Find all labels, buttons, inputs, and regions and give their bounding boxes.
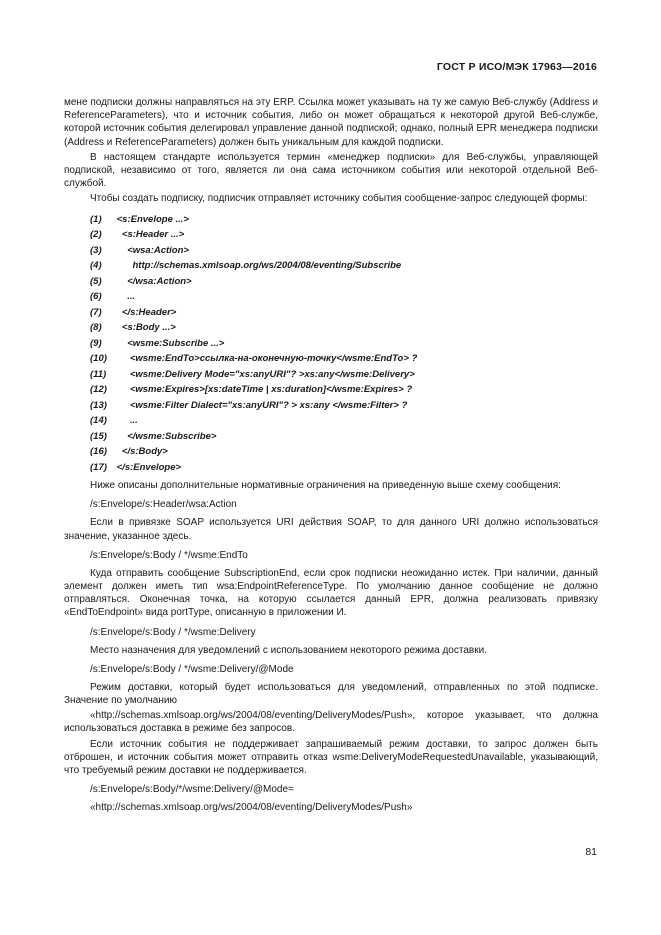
- paragraph: В настоящем стандарте используется термин «менеджер подписки» для Веб-службы, управляющей подпиской, независимо от того, является ли она сама источником события или некоторой отдельной Веб-службой.: [64, 151, 598, 190]
- code-line: [90, 212, 598, 228]
- code-line-number: (2): [90, 229, 102, 241]
- body-text: [64, 96, 598, 814]
- code-line-number: (13): [90, 399, 107, 411]
- code-line: [90, 320, 598, 336]
- page-number: 81: [585, 846, 597, 858]
- code-line-text: <wsa:Action>: [114, 244, 189, 256]
- code-line-text: </s:Envelope>: [114, 461, 182, 473]
- code-line: [90, 382, 598, 398]
- code-line-number: (14): [90, 415, 107, 427]
- paragraph: мене подписки должны направляться на эту ERP. Ссылка может указывать на ту же самую Веб-службу (Address и ReferenceParameters), что и источник события, либо он может обращаться к некоторой другой Веб-службе, которой источник события делегировал управление данной подпиской; однако, полный EPR менеджера подписки (Address и ReferenceParameters) должен быть уникальным для каждой подписки.: [64, 97, 598, 148]
- code-line: [90, 274, 598, 290]
- code-line-text: <wsme:Filter Dialect="xs:anyURI"? > xs:any </wsme:Filter> ?: [114, 399, 408, 411]
- xpath-mode-eq: /s:Envelope/s:Body/*/wsme:Delivery/@Mode=: [90, 784, 294, 796]
- code-line: [90, 367, 598, 383]
- code-line-number: (16): [90, 446, 107, 458]
- code-listing: [64, 212, 598, 476]
- code-line-text: <s:Envelope ...>: [114, 213, 189, 225]
- code-line-text: <wsme:EndTo>ссылка-на-оконечную-точку</wsme:EndTo> ?: [114, 353, 418, 365]
- code-line: [90, 413, 598, 429]
- paragraph: Если в привязке SOAP используется URI действия SOAP, то для данного URI должно использоваться значение, указанное здесь.: [64, 517, 598, 542]
- code-line-number: (17): [90, 461, 107, 473]
- code-line-text: <wsme:Expires>[xs:dateTime | xs:duration]</wsme:Expires> ?: [114, 384, 413, 396]
- code-line-number: (3): [90, 244, 102, 256]
- code-line-text: ...: [114, 291, 136, 303]
- code-line: [90, 460, 598, 476]
- code-line-number: (10): [90, 353, 107, 365]
- code-line: [90, 258, 598, 274]
- code-line-number: (8): [90, 322, 102, 334]
- code-line-number: (15): [90, 430, 107, 442]
- paragraph: Ниже описаны дополнительные нормативные ограничения на приведенную выше схему сообщения:: [90, 480, 561, 492]
- code-line-text: </wsme:Subscribe>: [114, 430, 217, 442]
- code-line-text: </s:Header>: [114, 306, 177, 318]
- code-line-text: <s:Body ...>: [114, 322, 176, 334]
- code-line-text: ...: [114, 415, 138, 427]
- standard-header: ГОСТ Р ИСО/МЭК 17963—2016: [436, 61, 597, 73]
- code-line-text: <wsme:Delivery Mode="xs:anyURI"? >xs:any</wsme:Delivery>: [114, 368, 415, 380]
- xpath-action: /s:Envelope/s:Header/wsa:Action: [90, 499, 237, 511]
- code-line-number: (12): [90, 384, 107, 396]
- code-line-text: </s:Body>: [114, 446, 168, 458]
- code-line-text: </wsa:Action>: [114, 275, 192, 287]
- xpath-mode-eq-uri: «http://schemas.xmlsoap.org/ws/2004/08/eventing/DeliveryModes/Push»: [90, 802, 413, 814]
- code-line-number: (1): [90, 213, 102, 225]
- code-line-number: (6): [90, 291, 102, 303]
- paragraph: Место назначения для уведомлений с использованием некоторого режима доставки.: [90, 644, 487, 656]
- code-line-number: (5): [90, 275, 102, 287]
- paragraph: Чтобы создать подписку, подписчик отправляет источнику события сообщение-запрос следующей формы:: [90, 193, 588, 205]
- code-line-text: http://schemas.xmlsoap.org/ws/2004/08/eventing/Subscribe: [114, 260, 402, 272]
- code-line-text: <s:Header ...>: [114, 229, 185, 241]
- code-line-text: <wsme:Subscribe ...>: [114, 337, 225, 349]
- xpath-delivery: /s:Envelope/s:Body / */wsme:Delivery: [90, 626, 256, 638]
- xpath-mode: /s:Envelope/s:Body / */wsme:Delivery/@Mode: [90, 663, 294, 675]
- code-line: [90, 289, 598, 305]
- code-line: [90, 336, 598, 352]
- code-line: [90, 227, 598, 243]
- code-line: [90, 398, 598, 414]
- code-line: [90, 351, 598, 367]
- paragraph: Если источник события не поддерживает запрашиваемый режим доставки, то запрос должен быть отброшен, и источник события может отправить отказ wsme:DeliveryModeRequestedUnavailable, указывающий, что требуемый режим доставки не поддерживается.: [64, 738, 598, 776]
- paragraph: Режим доставки, который будет использоваться для уведомлений, отправленных по этой подписке. Значение по умолчанию: [64, 681, 598, 706]
- code-line-number: (4): [90, 260, 102, 272]
- code-line: [90, 429, 598, 445]
- code-line-number: (11): [90, 368, 107, 380]
- code-line-number: (9): [90, 337, 102, 349]
- code-line: [90, 305, 598, 321]
- xpath-endto: /s:Envelope/s:Body / */wsme:EndTo: [90, 549, 248, 561]
- code-line: [90, 444, 598, 460]
- paragraph: Куда отправить сообщение SubscriptionEnd, если срок подписки неожиданно истек. При наличии, данный элемент должен иметь тип wsa:EndpointReferenceType. По умолчанию данное сообщение не должно отправляться. Оконечная точка, на которую ссылается данный EPR, должна реализовать привязку «EndToEndpoint» вида portType, описанную в приложении И.: [64, 567, 598, 619]
- code-line-number: (7): [90, 306, 102, 318]
- paragraph: «http://schemas.xmlsoap.org/ws/2004/08/eventing/DeliveryModes/Push», которое указывает, что должна использоваться доставка в режиме без запросов.: [64, 710, 598, 735]
- code-line: [90, 243, 598, 259]
